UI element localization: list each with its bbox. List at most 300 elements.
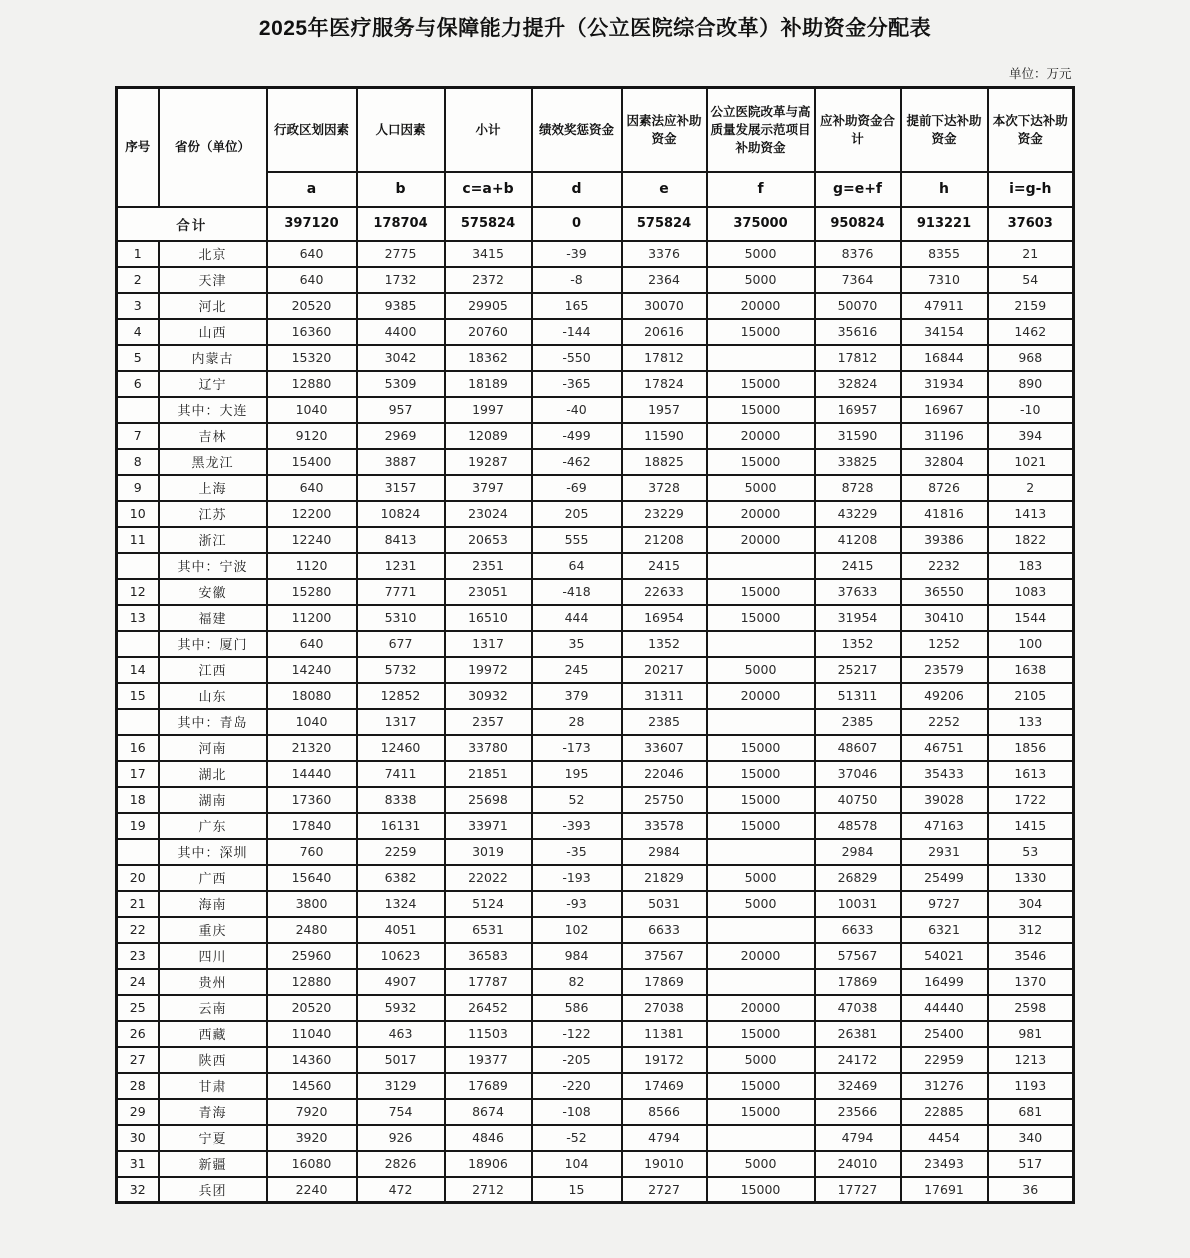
row-value: 1120 (267, 553, 357, 579)
row-value: 1213 (988, 1047, 1074, 1073)
row-seq: 24 (117, 969, 159, 995)
row-value: 15000 (707, 579, 815, 605)
formula-g: g=e+f (815, 172, 901, 207)
row-value: -93 (532, 891, 622, 917)
row-value: 36 (988, 1177, 1074, 1203)
table-subrow (117, 709, 1074, 735)
row-value: 19172 (622, 1047, 707, 1073)
row-seq: 20 (117, 865, 159, 891)
row-value: 10031 (815, 891, 901, 917)
row-value: 6382 (357, 865, 445, 891)
row-value: 50070 (815, 293, 901, 319)
row-value: 20000 (707, 943, 815, 969)
row-value: 26829 (815, 865, 901, 891)
row-value: 28 (532, 709, 622, 735)
row-province: 其中：厦门 (159, 631, 267, 657)
row-value: 5000 (707, 891, 815, 917)
row-value: 21 (988, 241, 1074, 267)
row-value: 25400 (901, 1021, 988, 1047)
formula-a: a (267, 172, 357, 207)
table-row (117, 1151, 1074, 1177)
table-row (117, 1073, 1074, 1099)
row-value: 47038 (815, 995, 901, 1021)
row-seq: 30 (117, 1125, 159, 1151)
row-value: -418 (532, 579, 622, 605)
row-value: 57567 (815, 943, 901, 969)
row-value: 17691 (901, 1177, 988, 1203)
row-value: 2259 (357, 839, 445, 865)
row-value: 35433 (901, 761, 988, 787)
table-row (117, 241, 1074, 267)
row-value (707, 709, 815, 735)
row-value: 15 (532, 1177, 622, 1203)
total-value-g: 950824 (815, 207, 901, 241)
row-value: 8566 (622, 1099, 707, 1125)
row-value: 44440 (901, 995, 988, 1021)
formula-e: e (622, 172, 707, 207)
row-province: 宁夏 (159, 1125, 267, 1151)
formula-d: d (532, 172, 622, 207)
row-value: 15000 (707, 787, 815, 813)
row-value: 15000 (707, 735, 815, 761)
row-value: 195 (532, 761, 622, 787)
header-label-row (117, 88, 1074, 172)
row-value: 16954 (622, 605, 707, 631)
row-value: 23566 (815, 1099, 901, 1125)
table-row (117, 501, 1074, 527)
row-value: 1413 (988, 501, 1074, 527)
row-value: 31196 (901, 423, 988, 449)
row-value: 3157 (357, 475, 445, 501)
row-value: -365 (532, 371, 622, 397)
row-value: 3415 (445, 241, 532, 267)
total-value-a: 397120 (267, 207, 357, 241)
row-value: 1193 (988, 1073, 1074, 1099)
row-value: 5124 (445, 891, 532, 917)
row-value: -462 (532, 449, 622, 475)
row-value: 3129 (357, 1073, 445, 1099)
row-value: 2775 (357, 241, 445, 267)
row-value: 15000 (707, 319, 815, 345)
row-value: -8 (532, 267, 622, 293)
table-row (117, 761, 1074, 787)
row-province: 其中：青岛 (159, 709, 267, 735)
page-title: 2025年医疗服务与保障能力提升（公立医院综合改革）补助资金分配表 (258, 17, 932, 40)
row-value: 14240 (267, 657, 357, 683)
row-value: 2969 (357, 423, 445, 449)
row-value: 12240 (267, 527, 357, 553)
table-row (117, 371, 1074, 397)
row-province: 兵团 (159, 1177, 267, 1203)
table-row (117, 1125, 1074, 1151)
table-row (117, 527, 1074, 553)
row-value: 2159 (988, 293, 1074, 319)
row-value: 40750 (815, 787, 901, 813)
row-value: 1324 (357, 891, 445, 917)
row-value: 18825 (622, 449, 707, 475)
row-value: 33825 (815, 449, 901, 475)
row-seq: 25 (117, 995, 159, 1021)
row-value: 17787 (445, 969, 532, 995)
row-value: 8413 (357, 527, 445, 553)
table-row (117, 475, 1074, 501)
row-value: 35 (532, 631, 622, 657)
row-value: 4794 (815, 1125, 901, 1151)
row-value: 754 (357, 1099, 445, 1125)
row-value: -35 (532, 839, 622, 865)
row-value: 48578 (815, 813, 901, 839)
row-value: 16360 (267, 319, 357, 345)
row-value: 21829 (622, 865, 707, 891)
row-value: 20000 (707, 293, 815, 319)
row-value: 1613 (988, 761, 1074, 787)
row-value: 20217 (622, 657, 707, 683)
row-value: 54021 (901, 943, 988, 969)
row-value: 5000 (707, 475, 815, 501)
row-value (707, 553, 815, 579)
row-province: 北京 (159, 241, 267, 267)
row-value: 10824 (357, 501, 445, 527)
total-value-c: 575824 (445, 207, 532, 241)
row-value: 472 (357, 1177, 445, 1203)
allocation-table (115, 86, 1075, 1204)
row-province: 甘肃 (159, 1073, 267, 1099)
row-value: 1462 (988, 319, 1074, 345)
row-value: 15000 (707, 397, 815, 423)
row-value: 968 (988, 345, 1074, 371)
row-value: 1352 (622, 631, 707, 657)
table-row (117, 969, 1074, 995)
row-province: 内蒙古 (159, 345, 267, 371)
row-seq (117, 631, 159, 657)
row-value: 2232 (901, 553, 988, 579)
row-value (707, 917, 815, 943)
col-header-current-issued-subsidy: 本次下达补助资金 (988, 88, 1074, 172)
row-value: 8376 (815, 241, 901, 267)
row-value: 304 (988, 891, 1074, 917)
row-value: 1317 (357, 709, 445, 735)
row-province: 广西 (159, 865, 267, 891)
row-value: 17840 (267, 813, 357, 839)
row-province: 安徽 (159, 579, 267, 605)
total-row (117, 207, 1074, 241)
row-value: 54 (988, 267, 1074, 293)
row-value: 9727 (901, 891, 988, 917)
row-seq: 15 (117, 683, 159, 709)
col-header-seq: 序号 (117, 88, 159, 207)
row-value: -122 (532, 1021, 622, 1047)
table-row (117, 943, 1074, 969)
table-row (117, 423, 1074, 449)
row-value: 8728 (815, 475, 901, 501)
table-row (117, 683, 1074, 709)
row-value: 17812 (815, 345, 901, 371)
row-value: 16131 (357, 813, 445, 839)
row-value: -393 (532, 813, 622, 839)
table-row (117, 579, 1074, 605)
table-row (117, 1099, 1074, 1125)
row-province: 贵州 (159, 969, 267, 995)
row-value: 15000 (707, 813, 815, 839)
row-value: 15000 (707, 1073, 815, 1099)
row-value: 25960 (267, 943, 357, 969)
table-row (117, 1021, 1074, 1047)
row-value: 25750 (622, 787, 707, 813)
row-value: 165 (532, 293, 622, 319)
row-province: 陕西 (159, 1047, 267, 1073)
row-value: 981 (988, 1021, 1074, 1047)
row-value: -499 (532, 423, 622, 449)
row-value: 31590 (815, 423, 901, 449)
table-row (117, 787, 1074, 813)
row-value: 4051 (357, 917, 445, 943)
row-value: -220 (532, 1073, 622, 1099)
row-value: 15280 (267, 579, 357, 605)
row-value: 34154 (901, 319, 988, 345)
row-value: 379 (532, 683, 622, 709)
row-value: 133 (988, 709, 1074, 735)
row-value: 18080 (267, 683, 357, 709)
row-value: 36583 (445, 943, 532, 969)
row-value: 39028 (901, 787, 988, 813)
col-header-factor-method-subsidy: 因素法应补助资金 (622, 88, 707, 172)
row-value: 7364 (815, 267, 901, 293)
row-value: 20000 (707, 527, 815, 553)
row-value (707, 345, 815, 371)
row-value: 22046 (622, 761, 707, 787)
row-value: 2385 (815, 709, 901, 735)
row-value: 15000 (707, 1177, 815, 1203)
row-province: 河北 (159, 293, 267, 319)
table-row (117, 891, 1074, 917)
row-seq (117, 839, 159, 865)
row-value: 1544 (988, 605, 1074, 631)
row-value: -10 (988, 397, 1074, 423)
unit-label: 单位：万元 (1008, 67, 1072, 81)
table-subrow (117, 553, 1074, 579)
row-seq (117, 709, 159, 735)
row-value: 4794 (622, 1125, 707, 1151)
table-row (117, 735, 1074, 761)
row-seq: 16 (117, 735, 159, 761)
row-value: 15320 (267, 345, 357, 371)
row-value: 3800 (267, 891, 357, 917)
row-value: 26381 (815, 1021, 901, 1047)
row-value: 957 (357, 397, 445, 423)
table-row (117, 917, 1074, 943)
row-value: 43229 (815, 501, 901, 527)
row-value: 1040 (267, 397, 357, 423)
row-province: 天津 (159, 267, 267, 293)
row-seq: 31 (117, 1151, 159, 1177)
row-value: 12880 (267, 371, 357, 397)
row-value: -40 (532, 397, 622, 423)
row-value: 23493 (901, 1151, 988, 1177)
row-value: 33780 (445, 735, 532, 761)
row-value: 926 (357, 1125, 445, 1151)
table-subrow (117, 839, 1074, 865)
row-value: 19010 (622, 1151, 707, 1177)
row-value: 18906 (445, 1151, 532, 1177)
row-value: 1040 (267, 709, 357, 735)
row-value: 35616 (815, 319, 901, 345)
col-header-subtotal: 小计 (445, 88, 532, 172)
row-seq: 29 (117, 1099, 159, 1125)
row-value: 11503 (445, 1021, 532, 1047)
formula-c: c=a+b (445, 172, 532, 207)
row-value: 104 (532, 1151, 622, 1177)
col-header-hospital-reform-subsidy: 公立医院改革与高质量发展示范项目补助资金 (707, 88, 815, 172)
row-value: 24172 (815, 1047, 901, 1073)
row-value: 22022 (445, 865, 532, 891)
row-value: 640 (267, 475, 357, 501)
row-province: 青海 (159, 1099, 267, 1125)
row-value: 17869 (622, 969, 707, 995)
row-value: 41816 (901, 501, 988, 527)
row-value: 16844 (901, 345, 988, 371)
row-seq: 9 (117, 475, 159, 501)
row-value: 1856 (988, 735, 1074, 761)
row-province: 辽宁 (159, 371, 267, 397)
total-value-h: 913221 (901, 207, 988, 241)
row-value: 82 (532, 969, 622, 995)
row-value: -39 (532, 241, 622, 267)
row-value: 2357 (445, 709, 532, 735)
row-value: 1822 (988, 527, 1074, 553)
row-value: 760 (267, 839, 357, 865)
row-value: 15000 (707, 761, 815, 787)
col-header-total-due-subsidy: 应补助资金合计 (815, 88, 901, 172)
row-value: 33607 (622, 735, 707, 761)
row-value: 20616 (622, 319, 707, 345)
row-value: 2727 (622, 1177, 707, 1203)
row-province: 云南 (159, 995, 267, 1021)
row-value: 20520 (267, 995, 357, 1021)
row-value: 15000 (707, 605, 815, 631)
row-value: 20000 (707, 501, 815, 527)
row-value: 6633 (622, 917, 707, 943)
row-value: 555 (532, 527, 622, 553)
row-value: 3887 (357, 449, 445, 475)
formula-f: f (707, 172, 815, 207)
row-province: 江苏 (159, 501, 267, 527)
row-value: -108 (532, 1099, 622, 1125)
row-value: 1231 (357, 553, 445, 579)
row-value: 2 (988, 475, 1074, 501)
row-province: 湖南 (159, 787, 267, 813)
row-value: 1957 (622, 397, 707, 423)
row-value: 17689 (445, 1073, 532, 1099)
row-value: 26452 (445, 995, 532, 1021)
row-seq: 4 (117, 319, 159, 345)
row-value: 5000 (707, 657, 815, 683)
row-value: 6531 (445, 917, 532, 943)
row-value: 9385 (357, 293, 445, 319)
row-province: 山东 (159, 683, 267, 709)
row-value: 5732 (357, 657, 445, 683)
row-value: 14360 (267, 1047, 357, 1073)
row-value: 3797 (445, 475, 532, 501)
row-value: 52 (532, 787, 622, 813)
row-seq: 19 (117, 813, 159, 839)
row-value: 31934 (901, 371, 988, 397)
row-province: 福建 (159, 605, 267, 631)
row-value: 20000 (707, 423, 815, 449)
row-seq: 12 (117, 579, 159, 605)
row-value: 8674 (445, 1099, 532, 1125)
row-seq: 1 (117, 241, 159, 267)
row-value: 23579 (901, 657, 988, 683)
row-value: 586 (532, 995, 622, 1021)
row-value: 1083 (988, 579, 1074, 605)
row-value: 14560 (267, 1073, 357, 1099)
col-header-admin-factor: 行政区划因素 (267, 88, 357, 172)
row-value: 46751 (901, 735, 988, 761)
row-value: 394 (988, 423, 1074, 449)
row-value: 20760 (445, 319, 532, 345)
row-seq: 5 (117, 345, 159, 371)
row-value: 444 (532, 605, 622, 631)
row-value (707, 1125, 815, 1151)
row-seq: 22 (117, 917, 159, 943)
row-value: 7771 (357, 579, 445, 605)
row-value (707, 969, 815, 995)
table-row (117, 1177, 1074, 1203)
row-value: 18189 (445, 371, 532, 397)
row-value: 10623 (357, 943, 445, 969)
row-value: 5309 (357, 371, 445, 397)
row-value: -144 (532, 319, 622, 345)
row-value: 7310 (901, 267, 988, 293)
total-value-f: 375000 (707, 207, 815, 241)
table-row (117, 449, 1074, 475)
row-province: 重庆 (159, 917, 267, 943)
row-province: 黑龙江 (159, 449, 267, 475)
row-province: 广东 (159, 813, 267, 839)
row-value: 2105 (988, 683, 1074, 709)
row-seq: 32 (117, 1177, 159, 1203)
total-value-e: 575824 (622, 207, 707, 241)
row-value: 11590 (622, 423, 707, 449)
row-value: 1252 (901, 631, 988, 657)
table-row (117, 865, 1074, 891)
row-value: 24010 (815, 1151, 901, 1177)
row-value: 4846 (445, 1125, 532, 1151)
row-seq: 21 (117, 891, 159, 917)
row-value: 22959 (901, 1047, 988, 1073)
row-value: 3546 (988, 943, 1074, 969)
row-value: 20653 (445, 527, 532, 553)
row-value: 1317 (445, 631, 532, 657)
table-row (117, 319, 1074, 345)
row-value: 12089 (445, 423, 532, 449)
row-value: 2598 (988, 995, 1074, 1021)
row-seq: 28 (117, 1073, 159, 1099)
row-seq: 14 (117, 657, 159, 683)
row-value: 2372 (445, 267, 532, 293)
row-value: 11040 (267, 1021, 357, 1047)
row-value: 20000 (707, 683, 815, 709)
row-value: 2415 (815, 553, 901, 579)
row-value: 5031 (622, 891, 707, 917)
row-value: 33578 (622, 813, 707, 839)
row-value: 1997 (445, 397, 532, 423)
row-seq: 10 (117, 501, 159, 527)
row-value: 30932 (445, 683, 532, 709)
row-value: -205 (532, 1047, 622, 1073)
row-value: 640 (267, 241, 357, 267)
row-seq: 8 (117, 449, 159, 475)
